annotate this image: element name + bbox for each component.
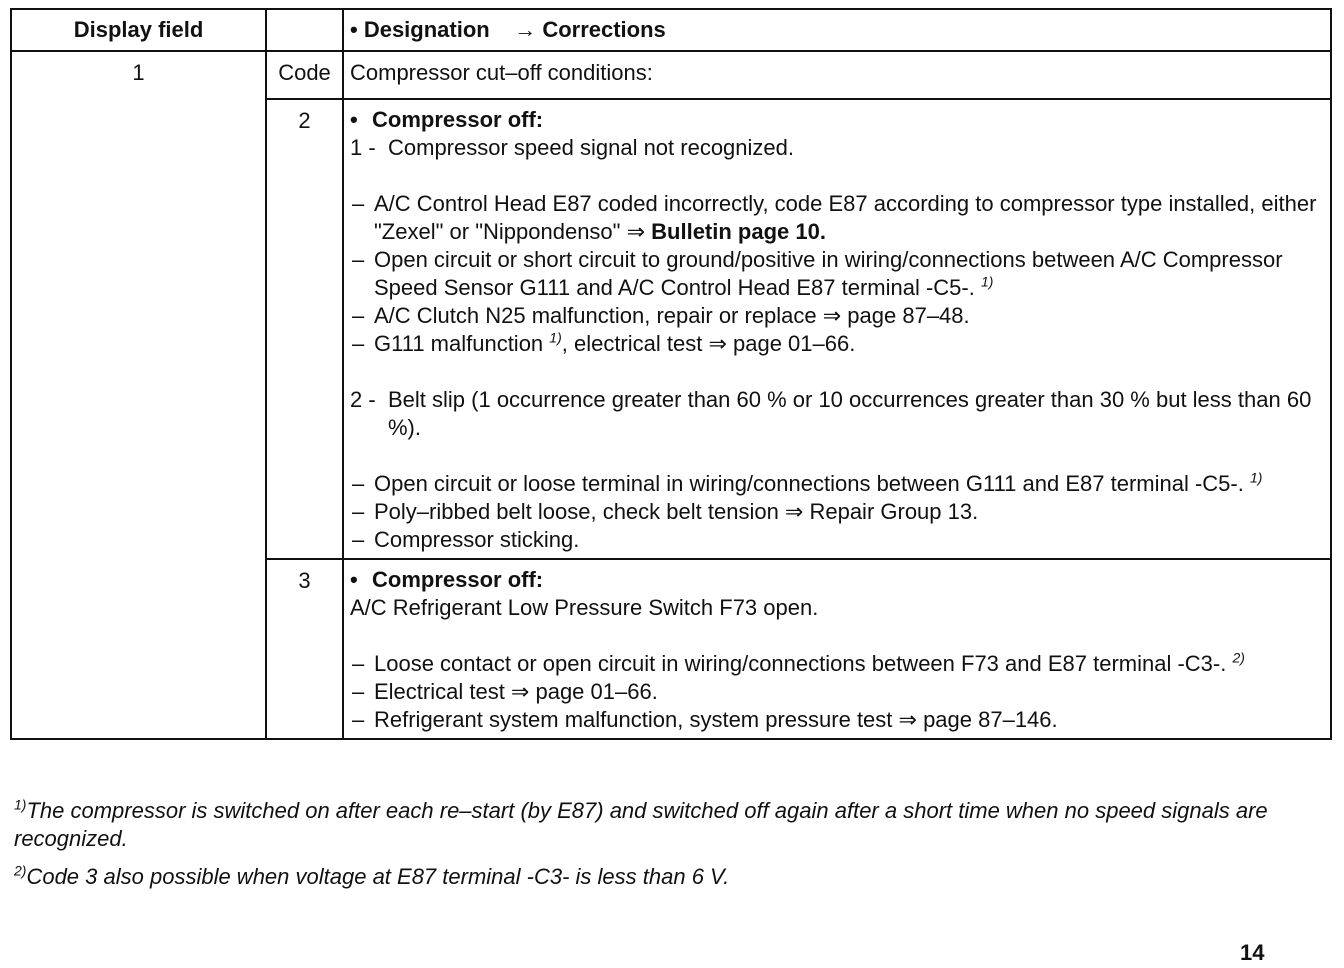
item-text: A/C Clutch N25 malfunction, repair or replace ⇒ page 87–48. (374, 303, 970, 328)
footnote-mark: 2) (14, 862, 27, 879)
dash-icon: – (352, 303, 365, 328)
item-text: A/C Control Head E87 coded incorrectly, code E87 according to compressor type installed, either "Zexel" or "Nippondenso" ⇒ (374, 191, 1317, 244)
header-designation: Designation (363, 17, 490, 42)
list-item (350, 526, 1322, 554)
item-bold-text: Bulletin page 10. (651, 219, 826, 244)
page-number: 14 (1240, 940, 1265, 965)
heading-text: Compressor off: (372, 107, 544, 132)
row-heading (350, 106, 1322, 134)
row-heading (350, 566, 1322, 594)
header-blank (266, 9, 343, 51)
header-display-field: Display field (11, 9, 266, 51)
list-item (350, 706, 1322, 734)
bullet-icon: • (350, 567, 358, 592)
cause-line (350, 386, 1322, 442)
dash-icon: – (352, 247, 365, 272)
cause-line (350, 134, 1322, 162)
header-corrections: Corrections (542, 17, 666, 42)
cause-text: Compressor speed signal not recognized. (388, 135, 795, 160)
header-designation-corrections (343, 9, 1331, 51)
dash-icon: – (352, 679, 365, 704)
list-item (350, 650, 1322, 678)
dash-icon: – (352, 499, 365, 524)
list-item (350, 190, 1322, 246)
footnotes (14, 797, 1324, 901)
item-text: Poly–ribbed belt loose, check belt tension ⇒ Repair Group 13. (374, 499, 979, 524)
header-bullet: • (350, 17, 358, 42)
footnote-text: Code 3 also possible when voltage at E87 terminal -C3- is less than 6 V. (26, 864, 730, 889)
code-value: 2 (266, 99, 343, 559)
dash-icon: – (352, 527, 365, 552)
footnote-ref: 1) (1249, 469, 1263, 486)
code-label: Code (266, 51, 343, 99)
table-header-row (11, 9, 1331, 51)
dash-icon: – (352, 331, 365, 356)
list-item (350, 330, 1322, 358)
row-content (343, 559, 1331, 739)
display-field-value: 1 (11, 51, 266, 739)
list-item (350, 302, 1322, 330)
footnote-mark: 1) (14, 796, 27, 813)
bullet-icon: • (350, 107, 358, 132)
table-row (11, 51, 1331, 99)
dash-icon: – (352, 651, 365, 676)
item-text: Open circuit or loose terminal in wiring/connections between G111 and E87 terminal -C5-. (374, 471, 1250, 496)
footnote-text: The compressor is switched on after each re–start (by E87) and switched off again after a short time when no speed signals are recognized. (14, 798, 1268, 851)
footnote (14, 797, 1324, 853)
item-text: Refrigerant system malfunction, system pressure test ⇒ page 87–146. (374, 707, 1058, 732)
list-item (350, 498, 1322, 526)
footnote (14, 863, 1324, 891)
list-item (350, 678, 1322, 706)
dash-icon: – (352, 707, 365, 732)
item-text: , electrical test ⇒ page 01–66. (561, 331, 856, 356)
dash-icon: – (352, 471, 365, 496)
item-text: Loose contact or open circuit in wiring/connections between F73 and E87 terminal -C3-. (374, 651, 1233, 676)
cause-number: 2 - (350, 387, 376, 412)
heading-text: Compressor off: (372, 567, 544, 592)
item-text: Electrical test ⇒ page 01–66. (374, 679, 658, 704)
cause-number: 1 - (350, 135, 376, 160)
footnote-ref: 2) (1232, 649, 1245, 666)
item-text: G111 malfunction (374, 331, 550, 356)
item-text: Compressor sticking. (374, 527, 580, 552)
item-text: Open circuit or short circuit to ground/positive in wiring/connections between A/C Compressor Speed Sensor G111 and A/C Control Head E87 terminal -C5-. (374, 247, 1283, 300)
dash-icon: – (352, 191, 365, 216)
code-value: 3 (266, 559, 343, 739)
cutoff-title: Compressor cut–off conditions: (343, 51, 1331, 99)
row-content (343, 99, 1331, 559)
status-line: A/C Refrigerant Low Pressure Switch F73 open. (350, 595, 819, 620)
list-item (350, 470, 1322, 498)
arrow-icon: → (514, 17, 537, 42)
list-item (350, 246, 1322, 302)
cause-text: Belt slip (1 occurrence greater than 60 % or 10 occurrences greater than 30 % but less than 60 %). (388, 387, 1312, 440)
footnote-ref: 1) (549, 329, 562, 346)
diagnostic-table (10, 8, 1332, 740)
footnote-ref: 1) (980, 273, 994, 290)
